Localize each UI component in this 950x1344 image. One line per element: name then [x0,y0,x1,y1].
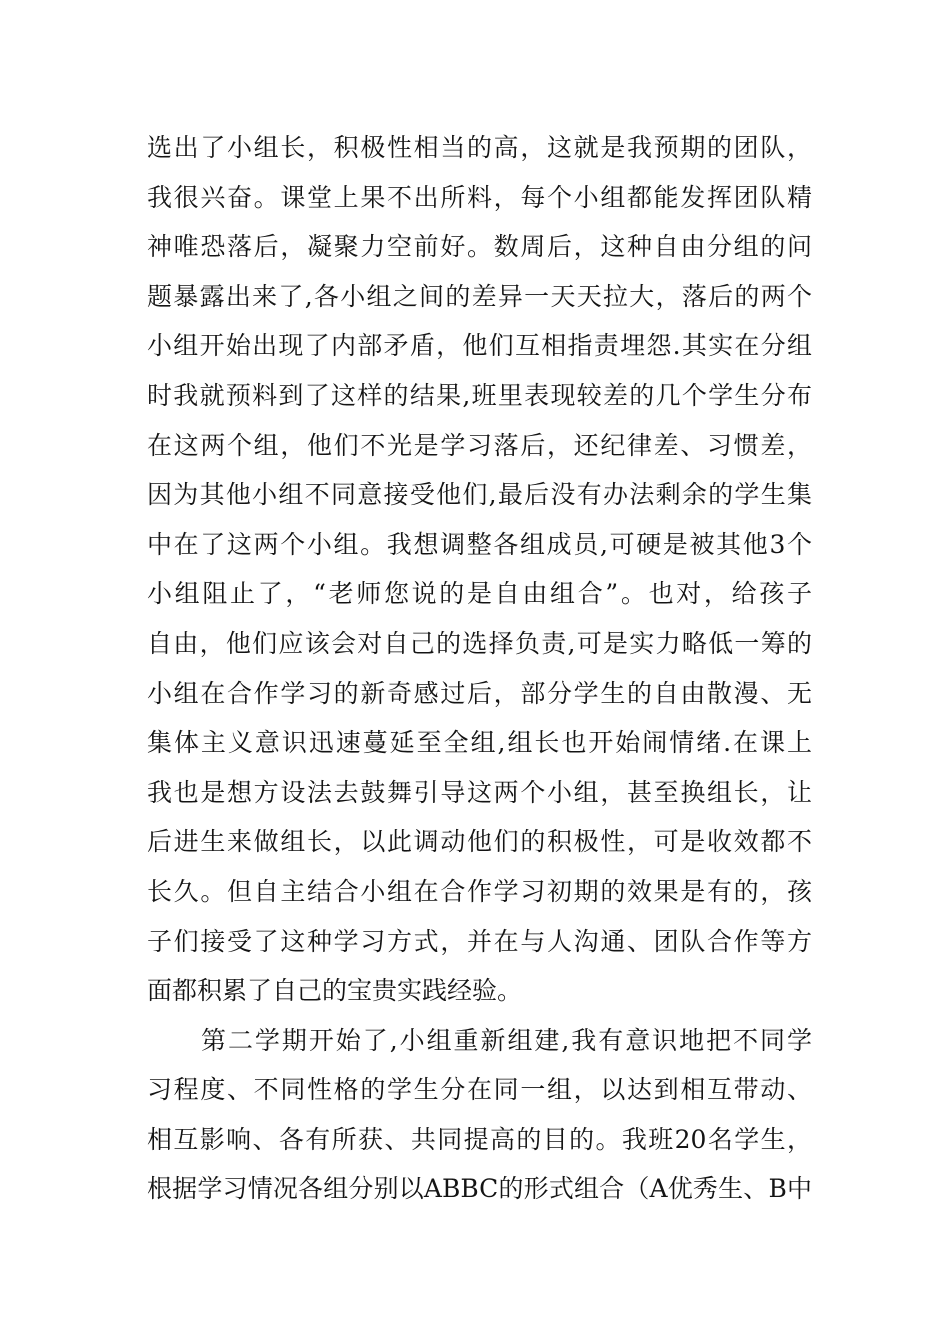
text-line: 我很兴奋。课堂上果不出所料，每个小组都能发挥团队精 [147,182,812,212]
text-line: 神唯恐落后，凝聚力空前好。数周后，这种自由分组的问 [147,232,812,262]
text-line: 时我就预料到了这样的结果,班里表现较差的几个学生分布 [147,380,812,410]
text-line: 自由，他们应该会对自己的选择负责,可是实力略低一筹的 [147,628,812,658]
text-line: 小组阻止了，“老师您说的是自由组合”。也对，给孩子 [147,579,812,609]
text-line: 长久。但自主结合小组在合作学习初期的效果是有的，孩 [147,876,812,906]
text-line: 习程度、不同性格的学生分在同一组，以达到相互带动、 [147,1075,812,1105]
paragraph-last-line: 面都积累了自己的宝贵实践经验。 [147,976,523,1006]
body-text [147,123,812,1214]
paragraph-first-line: 第二学期开始了,小组重新组建,我有意识地把不同学 [201,1025,812,1055]
text-line: 选出了小组长，积极性相当的高，这就是我预期的团队， [147,133,812,162]
text-line: 相互影响、各有所获、共同提高的目的。我班20名学生， [147,1124,812,1154]
text-line: 题暴露出来了,各小组之间的差异一天天拉大，落后的两个 [147,281,812,311]
text-line: 集体主义意识迅速蔓延至全组,组长也开始闹情绪.在课上 [147,728,812,758]
text-line: 根据学习情况各组分别以ABBC的形式组合（A优秀生、B中 [147,1174,812,1204]
text-line: 因为其他小组不同意接受他们,最后没有办法剩余的学生集 [147,480,812,510]
text-line: 中在了这两个小组。我想调整各组成员,可硬是被其他3个 [147,529,812,559]
text-line: 小组在合作学习的新奇感过后，部分学生的自由散漫、无 [147,678,812,708]
text-line: 在这两个组，他们不光是学习落后，还纪律差、习惯差， [147,430,812,460]
text-line: 小组开始出现了内部矛盾，他们互相指责埋怨.其实在分组 [147,331,812,361]
text-line: 我也是想方设法去鼓舞引导这两个小组，甚至换组长，让 [147,777,812,807]
text-line: 后进生来做组长，以此调动他们的积极性，可是收效都不 [147,827,812,857]
text-line: 子们接受了这种学习方式，并在与人沟通、团队合作等方 [147,926,812,956]
